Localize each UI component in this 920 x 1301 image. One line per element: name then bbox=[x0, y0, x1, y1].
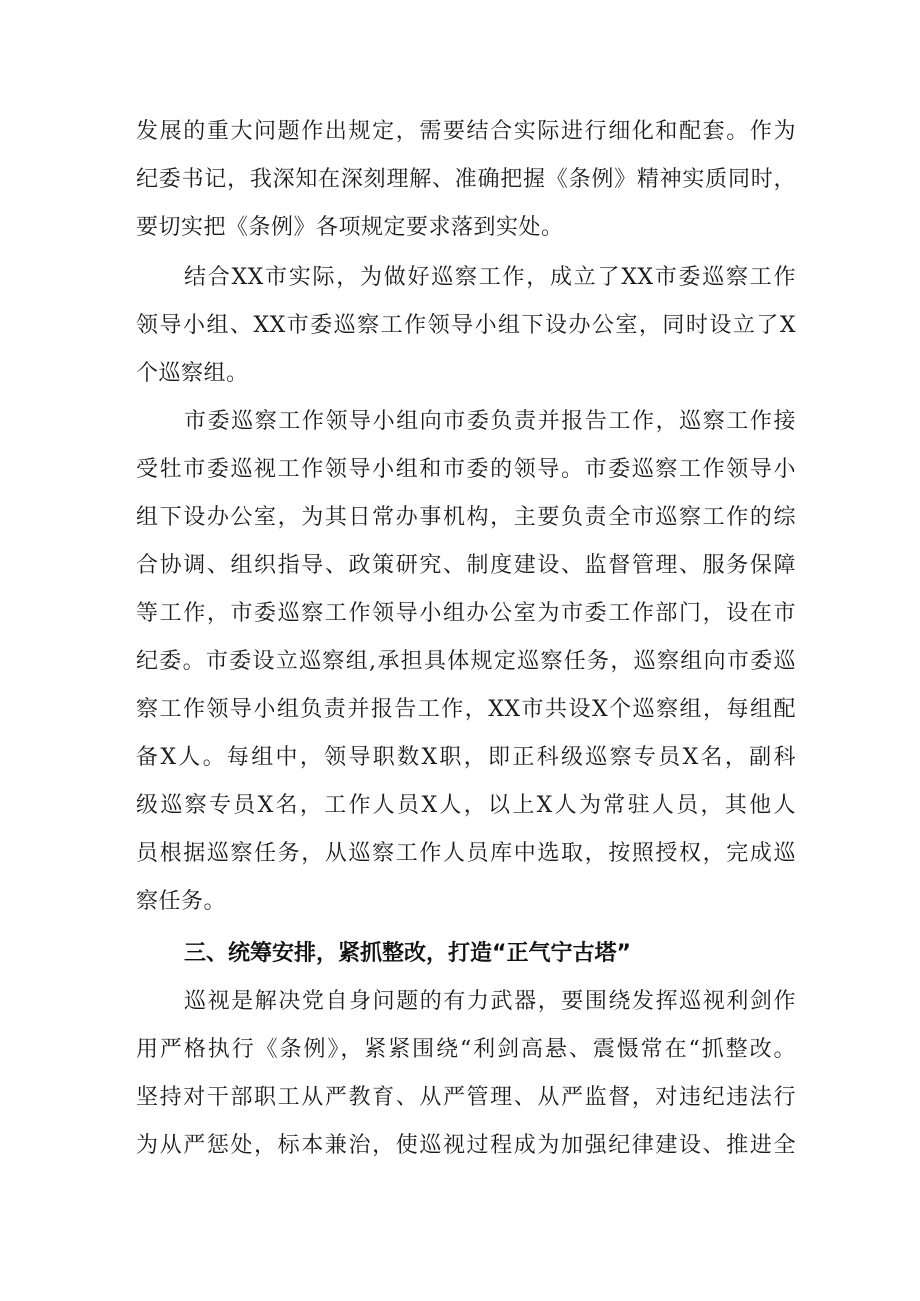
paragraph-1-line-3: 要切实把《条例》各项规定要求落到实处。 bbox=[136, 215, 564, 240]
paragraph-3-line-10: 员根据巡察任务，从巡察工作人员库中选取，按照授权，完成巡 bbox=[136, 841, 796, 866]
paragraph-2-line-2: 领导小组、XX市委巡察工作领导小组下设办公室，同时设立了X bbox=[136, 313, 796, 338]
paragraph-4-line-2: 用严格执行《条例》，紧紧围绕“利剑高悬、震慑常在“抓整改。 bbox=[136, 1037, 796, 1062]
section-heading: 三、统筹安排，紧抓整改，打造“正气宁古塔” bbox=[184, 941, 631, 966]
paragraph-3-line-2: 受牡市委巡视工作领导小组和市委的领导。市委巡察工作领导小 bbox=[136, 457, 796, 482]
paragraph-3-line-8: 备X人。每组中，领导职数X职，即正科级巡察专员X名，副科 bbox=[136, 745, 796, 770]
paragraph-1-line-1: 发展的重大问题作出规定，需要结合实际进行细化和配套。作为 bbox=[136, 119, 796, 144]
paragraph-1-line-2: 纪委书记，我深知在深刻理解、准确把握《条例》精神实质同时， bbox=[136, 167, 796, 192]
paragraph-4-line-3: 坚持对干部职工从严教育、从严管理、从严监督，对违纪违法行 bbox=[136, 1085, 796, 1110]
paragraph-4-line-4: 为从严惩处，标本兼治，使巡视过程成为加强纪律建设、推进全 bbox=[136, 1133, 796, 1158]
paragraph-4-line-1: 巡视是解决党自身问题的有力武器，要围绕发挥巡视利剑作 bbox=[184, 989, 796, 1014]
paragraph-3-line-7: 察工作领导小组负责并报告工作，XX市共设X个巡察组，每组配 bbox=[136, 697, 796, 722]
paragraph-3-line-4: 合协调、组织指导、政策研究、制度建设、监督管理、服务保障 bbox=[136, 553, 796, 578]
paragraph-3-line-11: 察任务。 bbox=[136, 889, 227, 914]
paragraph-3-line-6: 纪委。市委设立巡察组,承担具体规定巡察任务，巡察组向市委巡 bbox=[136, 649, 796, 674]
paragraph-2-line-1: 结合XX市实际，为做好巡察工作，成立了XX市委巡察工作 bbox=[184, 265, 796, 290]
paragraph-3-line-5: 等工作，市委巡察工作领导小组办公室为市委工作部门，设在市 bbox=[136, 601, 796, 626]
paragraph-3-line-3: 组下设办公室，为其日常办事机构，主要负责全市巡察工作的综 bbox=[136, 505, 796, 530]
paragraph-2-line-3: 个巡察组。 bbox=[136, 361, 249, 386]
paragraph-3-line-1: 市委巡察工作领导小组向市委负责并报告工作，巡察工作接 bbox=[184, 409, 796, 434]
paragraph-3-line-9: 级巡察专员X名，工作人员X人，以上X人为常驻人员，其他人 bbox=[136, 793, 796, 818]
